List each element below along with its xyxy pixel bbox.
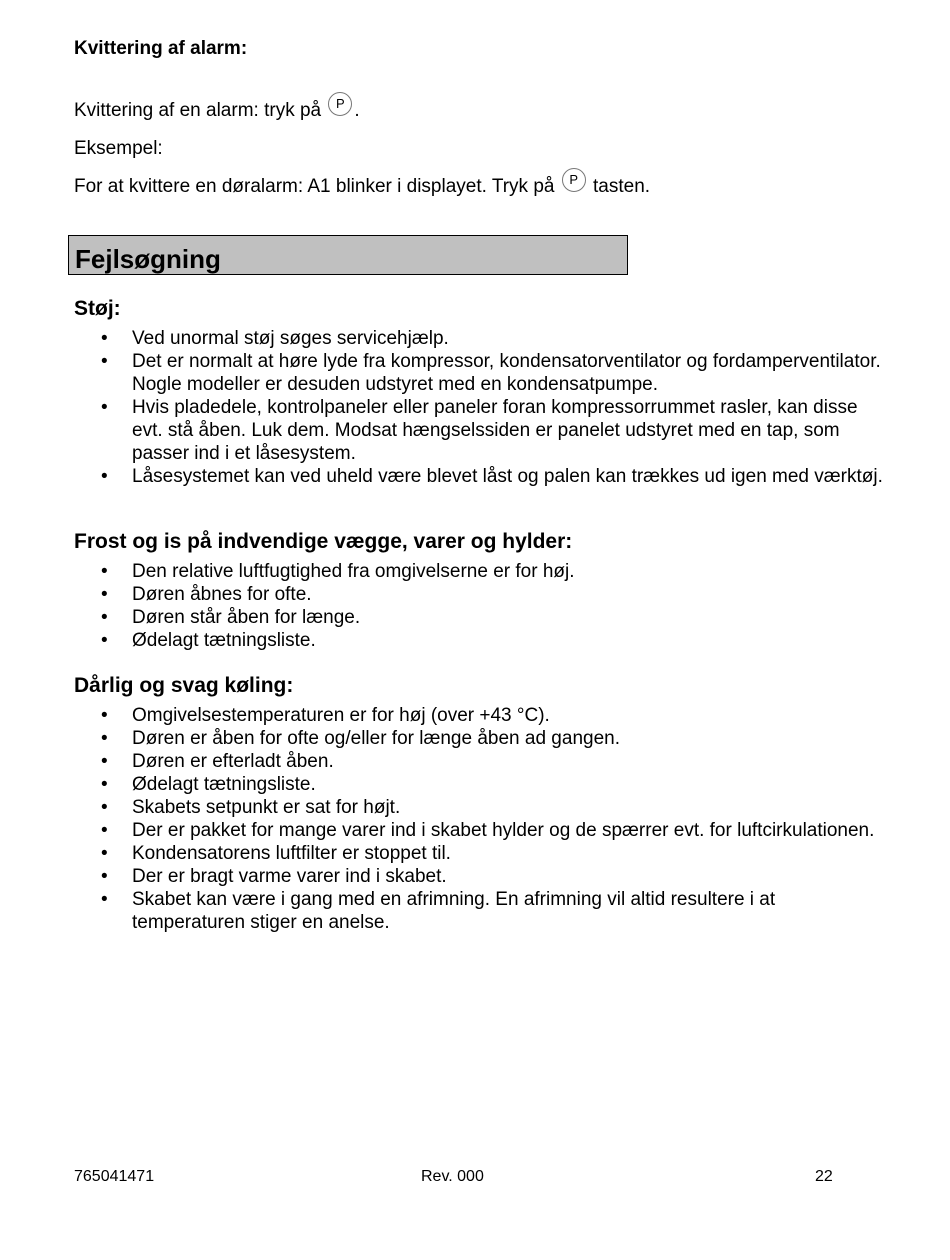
alarm-instruction-text: Kvittering af en alarm: tryk på bbox=[74, 100, 322, 121]
list-item: • Døren åbnes for ofte. bbox=[74, 583, 884, 606]
example-text bbox=[74, 168, 650, 198]
list-item: • Den relative luftfugtighed fra omgivelserne er for høj. bbox=[74, 560, 884, 583]
list-item: • Låsesystemet kan ved uheld være blevet låst og palen kan trækkes ud igen med værktøj. bbox=[74, 465, 884, 488]
list-item: • Omgivelsestemperaturen er for høj (over +43 °C). bbox=[74, 704, 884, 727]
example-text-end: tasten. bbox=[593, 176, 651, 197]
frost-list bbox=[74, 560, 884, 652]
example-text-start: For at kvittere en døralarm: A1 blinker i displayet. Tryk på bbox=[74, 176, 555, 197]
list-item: • Ødelagt tætningsliste. bbox=[74, 629, 884, 652]
banner-title: Fejlsøgning bbox=[75, 244, 221, 274]
section-heading-frost: Frost og is på indvendige vægge, varer og hylder: bbox=[74, 530, 573, 553]
list-item: • Døren er efterladt åben. bbox=[74, 750, 884, 773]
list-item: • Ved unormal støj søges servicehjælp. bbox=[74, 327, 884, 350]
list-item: • Ødelagt tætningsliste. bbox=[74, 773, 884, 796]
p-key-icon: P bbox=[328, 92, 352, 116]
footer-doc-number: 765041471 bbox=[74, 1168, 155, 1185]
alarm-heading: Kvittering af alarm: bbox=[74, 38, 248, 59]
footer-revision: Rev. 000 bbox=[421, 1168, 484, 1185]
alarm-instruction bbox=[74, 92, 360, 122]
list-item: • Der er pakket for mange varer ind i skabet hylder og de spærrer evt. for luftcirkulationen. bbox=[74, 819, 884, 842]
p-key-icon: P bbox=[562, 168, 586, 192]
list-item: • Skabet kan være i gang med en afrimning. En afrimning vil altid resultere i at temperaturen stiger en anelse. bbox=[74, 888, 884, 934]
list-item: • Kondensatorens luftfilter er stoppet til. bbox=[74, 842, 884, 865]
section-banner bbox=[68, 235, 628, 275]
section-heading-noise: Støj: bbox=[74, 297, 121, 320]
cooling-list bbox=[74, 704, 884, 934]
list-item: • Skabets setpunkt er sat for højt. bbox=[74, 796, 884, 819]
list-item: • Det er normalt at høre lyde fra kompressor, kondensatorventilator og fordamperventilator. Nogle modeller er desuden udstyret med en kondensatpumpe. bbox=[74, 350, 884, 396]
list-item: • Hvis pladedele, kontrolpaneler eller paneler foran kompressorrummet rasler, kan disse evt. stå åben. Luk dem. Modsat hængselssiden er panelet udstyret med en tap, som passer ind i et låsesystem. bbox=[74, 396, 884, 465]
example-label: Eksempel: bbox=[74, 138, 163, 159]
list-item: • Døren står åben for længe. bbox=[74, 606, 884, 629]
footer-page-number: 22 bbox=[815, 1168, 833, 1185]
noise-list bbox=[74, 327, 884, 488]
alarm-instruction-end: . bbox=[354, 100, 360, 121]
section-heading-cooling: Dårlig og svag køling: bbox=[74, 674, 294, 697]
list-item: • Døren er åben for ofte og/eller for længe åben ad gangen. bbox=[74, 727, 884, 750]
list-item: • Der er bragt varme varer ind i skabet. bbox=[74, 865, 884, 888]
